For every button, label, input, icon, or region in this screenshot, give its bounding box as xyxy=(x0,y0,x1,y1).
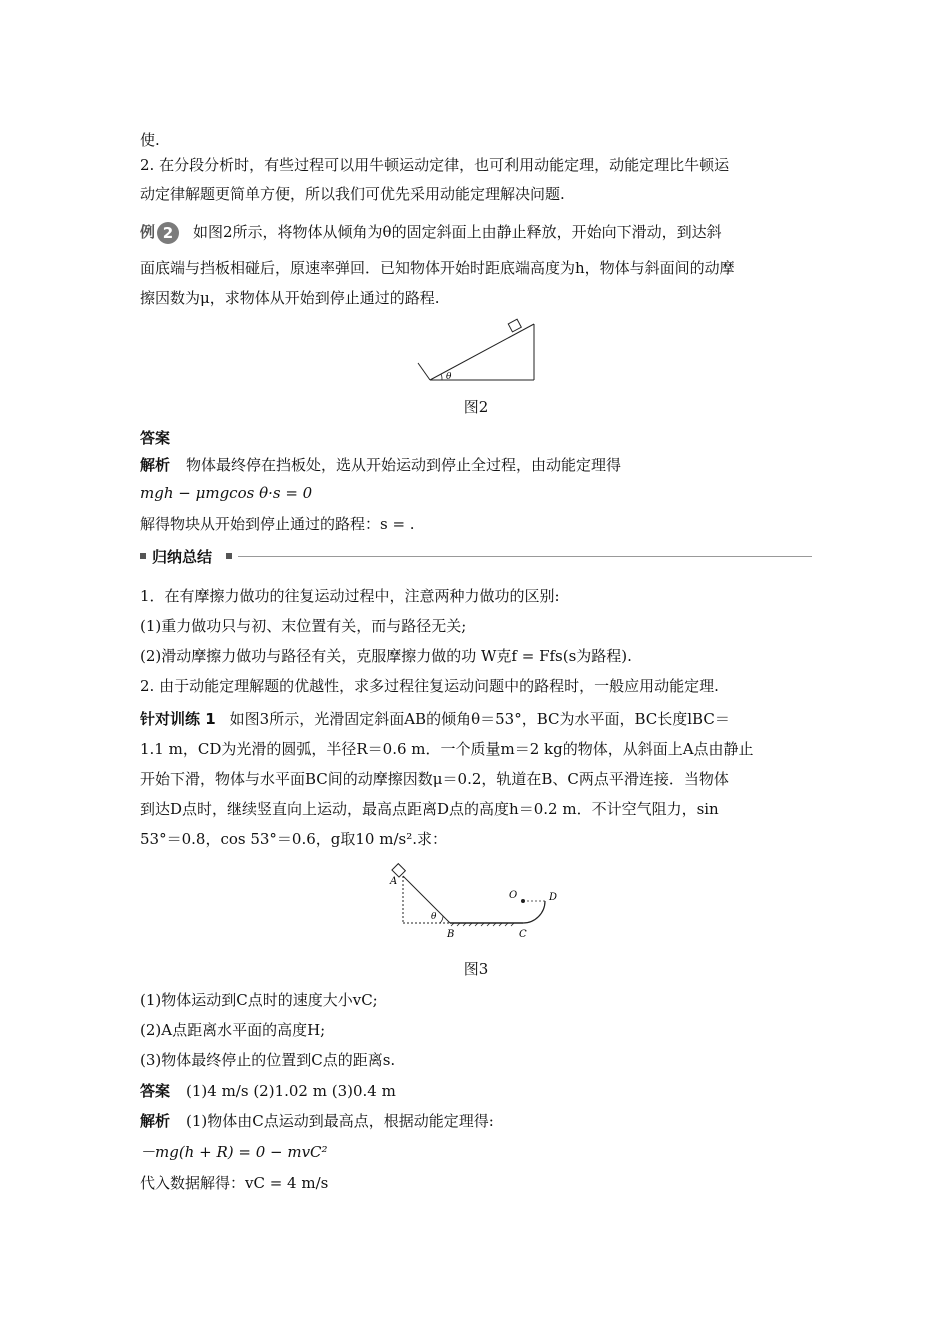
analysis-1-label: 解析 xyxy=(140,456,171,474)
summary-title: 归纳总结 xyxy=(152,548,213,566)
intro-line-b: 2. 在分段分析时，有些过程可以用牛顿运动定律，也可利用动能定理，动能定理比牛顿运 xyxy=(140,156,730,174)
question-3: (3)物体最终停止的位置到C点的距离s. xyxy=(140,1051,396,1069)
label-d: D xyxy=(549,892,558,903)
example-tag: 例 xyxy=(140,223,156,241)
equation-1: mgh − μmgcos θ·s = 0 xyxy=(140,484,313,502)
summary-square-icon xyxy=(140,553,146,559)
intro-line-a: 使. xyxy=(140,131,160,149)
angle-arc xyxy=(440,916,443,923)
analysis-2-label: 解析 xyxy=(140,1112,171,1130)
training-1-line2: 1.1 m，CD为光滑的圆弧，半径R＝0.6 m．一个质量m＝2 kg的物体，从斜面上A点由静止 xyxy=(140,740,754,758)
summary-p2: (1)重力做功只与初、末位置有关，而与路径无关; xyxy=(140,617,467,635)
answer-2-values: (1)4 m/s (2)1.02 m (3)0.4 m xyxy=(186,1082,396,1100)
incline-ab xyxy=(403,876,450,923)
answer-2 xyxy=(140,1081,396,1101)
label-a: A xyxy=(390,876,398,887)
training-1-label: 针对训练 1 xyxy=(140,710,216,728)
angle-label: θ xyxy=(446,372,452,382)
summary-square-icon xyxy=(226,553,232,559)
training-1-line5: 53°＝0.8，cos 53°＝0.6，g取10 m/s².求： xyxy=(140,830,447,848)
example-text-1: 如图2所示，将物体从倾角为θ的固定斜面上由静止释放，开始向下滑动，到达斜 xyxy=(193,223,722,241)
summary-p1: 1．在有摩擦力做功的往复运动过程中，注意两种力做功的区别: xyxy=(140,587,560,605)
summary-rule xyxy=(238,556,812,557)
figure-2-caption: 图2 xyxy=(463,398,489,416)
result-1: 解得物块从开始到停止通过的路程：s = . xyxy=(140,515,415,533)
label-theta: θ xyxy=(431,912,437,922)
baffle-line xyxy=(418,363,430,380)
training-1-line4: 到达D点时，继续竖直向上运动，最高点距离D点的高度h＝0.2 m．不计空气阻力，sin xyxy=(140,800,719,818)
figure-3-caption: 图3 xyxy=(463,960,489,978)
label-b: B xyxy=(447,929,455,940)
answer-2-label: 答案 xyxy=(140,1082,171,1100)
figure-2-incline xyxy=(410,318,550,388)
analysis-2 xyxy=(140,1111,494,1131)
summary-p3: (2)滑动摩擦力做功与路径有关，克服摩擦力做的功 W克f = Ffs(s为路程). xyxy=(140,647,632,665)
label-c: C xyxy=(519,929,527,940)
figure-3-track xyxy=(385,856,575,946)
answer-1-label: 答案 xyxy=(140,429,171,447)
question-2: (2)A点距离水平面的高度H; xyxy=(140,1021,326,1039)
example-2-line2: 面底端与挡板相碰后，原速率弹回．已知物体开始时距底端高度为h，物体与斜面间的动摩 xyxy=(140,259,735,277)
example-2-line3: 擦因数为μ，求物体从开始到停止通过的路程. xyxy=(140,289,440,307)
block-square xyxy=(508,319,521,332)
training-1-line1 xyxy=(140,709,730,729)
result-2: 代入数据解得：vC = 4 m/s xyxy=(140,1174,329,1192)
summary-header xyxy=(140,546,812,566)
summary-p4: 2. 由于动能定理解题的优越性，求多过程往复运动问题中的路程时，一般应用动能定理. xyxy=(140,677,719,695)
training-1-text-1: 如图3所示，光滑固定斜面AB的倾角θ＝53°，BC为水平面，BC长度lBC＝ xyxy=(229,710,730,728)
example-number-badge: 2 xyxy=(157,222,179,244)
arc-cd xyxy=(523,901,545,923)
analysis-2-text: (1)物体由C点运动到最高点，根据动能定理得: xyxy=(186,1112,494,1130)
analysis-1 xyxy=(140,455,621,475)
center-o-dot xyxy=(521,899,525,903)
angle-arc xyxy=(441,374,442,380)
equation-2: －mg(h + R) = 0 − mvC² xyxy=(140,1143,328,1161)
question-1: (1)物体运动到C点时的速度大小vC; xyxy=(140,991,378,1009)
analysis-1-text: 物体最终停在挡板处，选从开始运动到停止全过程，由动能定理得 xyxy=(186,456,622,474)
example-2-line1 xyxy=(140,222,722,244)
training-1-line3: 开始下滑，物体与水平面BC间的动摩擦因数μ＝0.2，轨道在B、C两点平滑连接．当物体 xyxy=(140,770,729,788)
label-o: O xyxy=(509,890,518,901)
intro-line-c: 动定律解题更简单方便，所以我们可优先采用动能定理解决问题. xyxy=(140,185,565,203)
